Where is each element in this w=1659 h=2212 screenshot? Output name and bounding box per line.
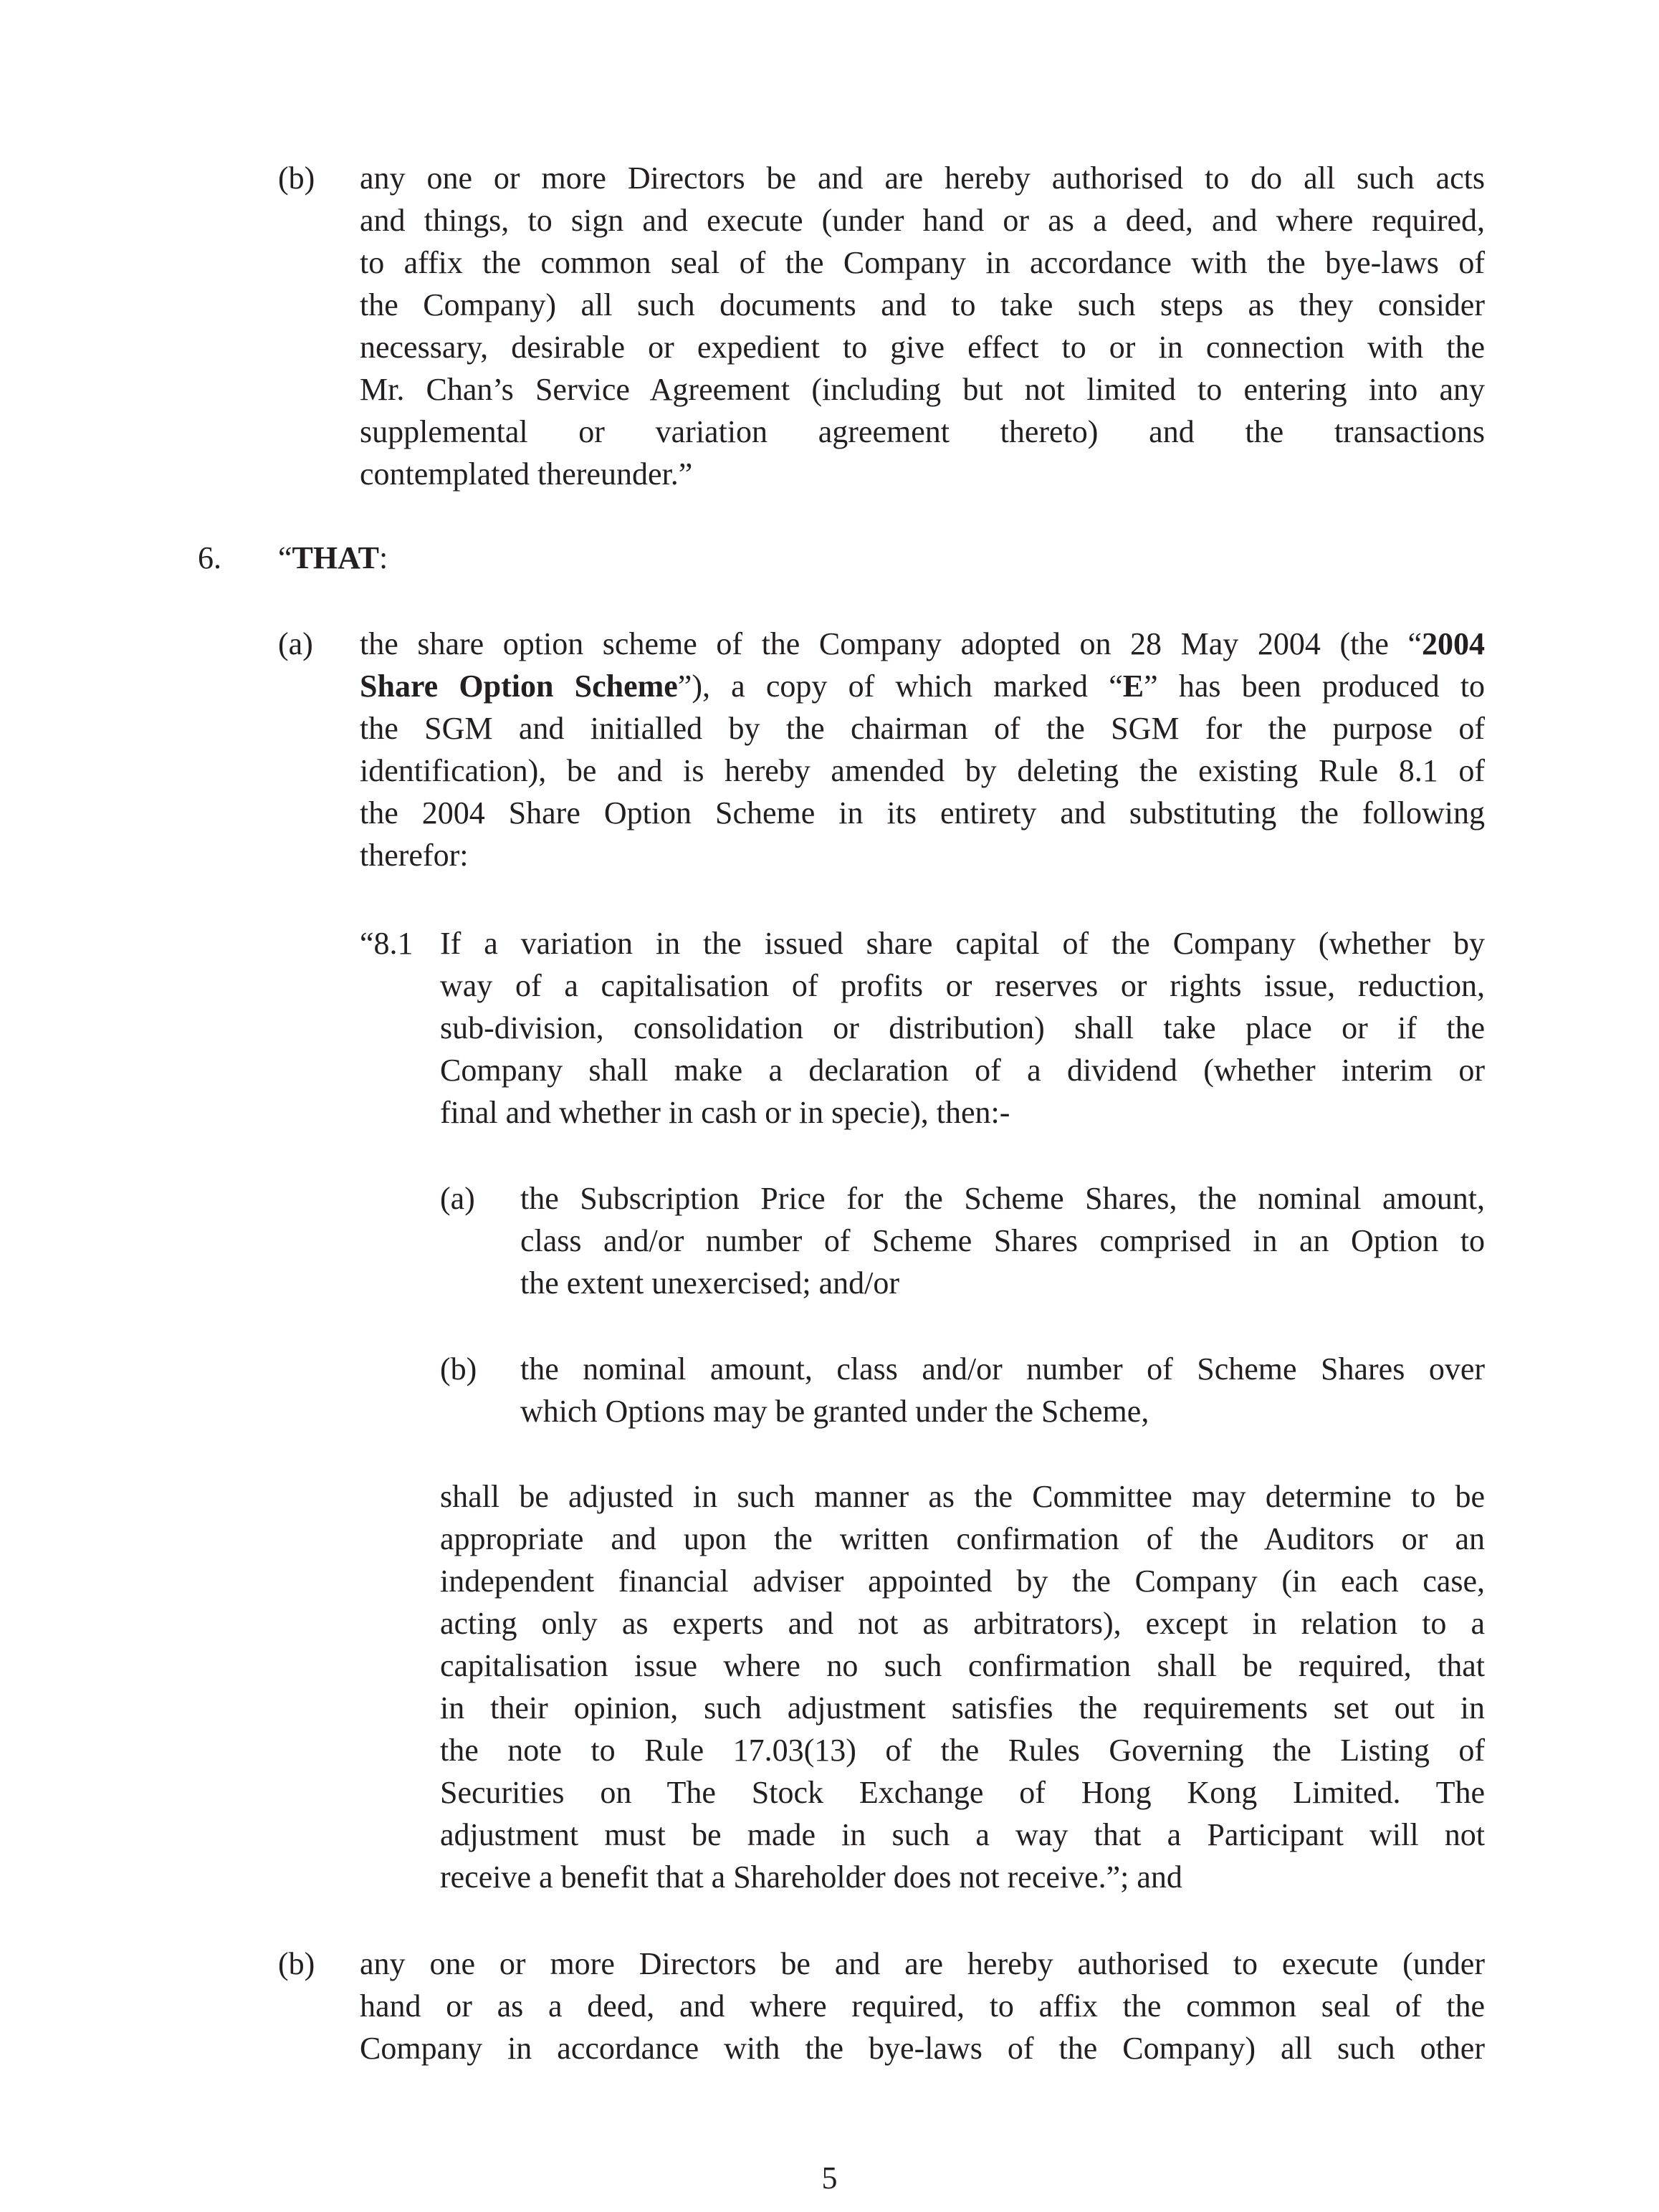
- text-line: capitalisation issue where no such confirmation shall be required, that: [440, 1648, 1485, 1683]
- bold-text: Share Option Scheme: [360, 669, 678, 704]
- bold-text: 2004: [1422, 626, 1485, 661]
- text-line: the Company) all such documents and to take such steps as they consider: [360, 287, 1485, 322]
- text-line: final and whether in cash or in specie), then:-: [440, 1095, 1010, 1130]
- text-line: acting only as experts and not as arbitrators), except in relation to a: [440, 1606, 1485, 1641]
- page-number: 5: [821, 2160, 838, 2196]
- text-line: [360, 665, 1485, 707]
- open-quote: “: [278, 540, 292, 575]
- text-line: any one or more Directors be and are hereby authorised to do all such acts: [360, 161, 1485, 196]
- text-line: sub-division, consolidation or distribution) shall take place or if the: [440, 1010, 1485, 1045]
- text-line: Securities on The Stock Exchange of Hong Kong Limited. The: [440, 1775, 1485, 1810]
- text-line: class and/or number of Scheme Shares comprised in an Option to: [520, 1223, 1485, 1258]
- heading-colon: :: [378, 540, 388, 575]
- closing-text: [440, 1475, 1485, 1898]
- resolution-heading: [278, 537, 388, 579]
- text-line: receive a benefit that a Shareholder does not receive.”; and: [440, 1859, 1182, 1895]
- text-line: the extent unexercised; and/or: [520, 1265, 900, 1301]
- heading-that: THAT: [292, 540, 379, 575]
- rule-text: [440, 922, 1485, 1134]
- text-line: any one or more Directors be and are hereby authorised to execute (under: [360, 1946, 1485, 1981]
- text-line: adjustment must be made in such a way that a Participant will not: [440, 1817, 1485, 1852]
- text-line: Mr. Chan’s Service Agreement (including but not limited to entering into any: [360, 372, 1485, 407]
- text-line: the note to Rule 17.03(13) of the Rules Governing the Listing of: [440, 1733, 1485, 1768]
- text-line: and things, to sign and execute (under hand or as a deed, and where required,: [360, 203, 1485, 238]
- rule-label: “8.1: [360, 926, 413, 961]
- text-line: to affix the common seal of the Company in accordance with the bye-laws of: [360, 245, 1485, 280]
- item-text: [360, 157, 1485, 495]
- text-line: necessary, desirable or expedient to give effect to or in connection with the: [360, 330, 1485, 365]
- text-line: Company shall make a declaration of a dividend (whether interim or: [440, 1053, 1485, 1088]
- line-text: ”), a copy of which marked “: [677, 669, 1123, 704]
- item-text: [360, 623, 1485, 876]
- sub-label: (b): [440, 1351, 477, 1387]
- text-line: way of a capitalisation of profits or reserves or rights issue, reduction,: [440, 968, 1485, 1003]
- text-line: in their opinion, such adjustment satisfies the requirements set out in: [440, 1690, 1485, 1725]
- line-text: the share option scheme of the Company adopted on 28 May 2004 (the “: [360, 626, 1422, 661]
- text-line: appropriate and upon the written confirmation of the Auditors or an: [440, 1521, 1485, 1556]
- text-line: which Options may be granted under the Scheme,: [520, 1394, 1149, 1429]
- sub-text: [520, 1348, 1485, 1432]
- sub-label: (a): [440, 1181, 475, 1216]
- text-line: hand or as a deed, and where required, to affix the common seal of the: [360, 1988, 1485, 2024]
- text-line: supplemental or variation agreement thereto) and the transactions: [360, 414, 1485, 449]
- line-text: ” has been produced to: [1144, 669, 1485, 704]
- text-line: the 2004 Share Option Scheme in its entirety and substituting the following: [360, 795, 1485, 830]
- text-line: identification), be and is hereby amended by deleting the existing Rule 8.1 of: [360, 753, 1485, 788]
- text-line: the nominal amount, class and/or number of Scheme Shares over: [520, 1351, 1485, 1387]
- bold-text: E: [1122, 669, 1144, 704]
- sub-text: [520, 1177, 1485, 1304]
- text-line: the Subscription Price for the Scheme Shares, the nominal amount,: [520, 1181, 1485, 1216]
- text-line: If a variation in the issued share capital of the Company (whether by: [440, 926, 1485, 961]
- text-line: independent financial adviser appointed by the Company (in each case,: [440, 1564, 1485, 1599]
- item-label: (a): [278, 626, 313, 661]
- text-line: the SGM and initialled by the chairman of the SGM for the purpose of: [360, 711, 1485, 746]
- item-label: (b): [278, 161, 315, 196]
- item-label: (b): [278, 1946, 315, 1981]
- text-line: Company in accordance with the bye-laws of the Company) all such other: [360, 2031, 1485, 2066]
- item-text: [360, 1943, 1485, 2069]
- resolution-number: 6.: [198, 540, 221, 575]
- text-line: therefor:: [360, 838, 469, 873]
- text-line: [360, 623, 1485, 665]
- text-line: shall be adjusted in such manner as the Committee may determine to be: [440, 1479, 1485, 1514]
- text-line: contemplated thereunder.”: [360, 456, 693, 492]
